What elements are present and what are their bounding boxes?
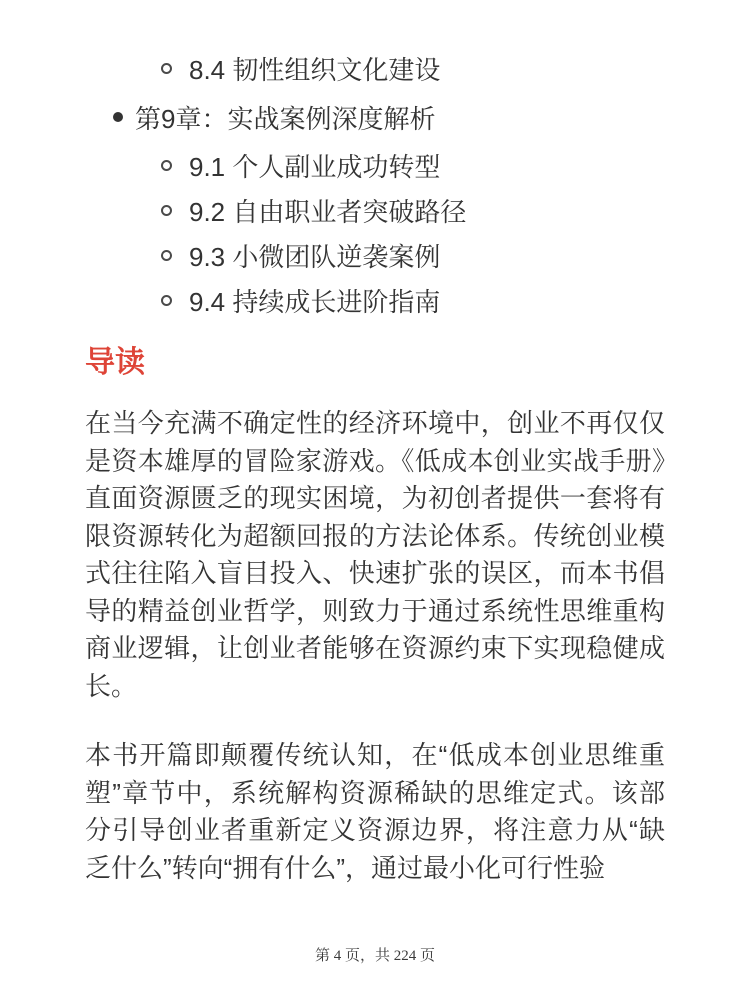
- toc-item: [85, 237, 665, 273]
- paragraph: 在当今充满不确定性的经济环境中，创业不再仅仅是资本雄厚的冒险家游戏。《低成本创业实战手册》直面资源匮乏的现实困境，为初创者提供一套将有限资源转化为超额回报的方法论体系。传统创业模式往往陷入盲目投入、快速扩张的误区，而本书倡导的精益创业哲学，则致力于通过系统性思维重构商业逻辑，让创业者能够在资源约束下实现稳健成长。: [85, 408, 665, 701]
- toc-item-label: 9.4 持续成长进阶指南: [189, 286, 441, 317]
- section-heading: 导读: [85, 346, 145, 379]
- toc-item-label: 9.1 个人副业成功转型: [189, 151, 441, 182]
- table-of-contents: [85, 50, 665, 318]
- paragraph: 本书开篇即颠覆传统认知，在“低成本创业思维重塑”章节中，系统解构资源稀缺的思维定式。该部分引导创业者重新定义资源边界，将注意力从“缺乏什么”转向“拥有什么”，通过最小化可行性验: [85, 740, 665, 883]
- toc-item-label: 第9章：实战案例深度解析: [135, 103, 436, 134]
- toc-item-label: 9.2 自由职业者突破路径: [189, 196, 467, 227]
- bullet-circle-icon: [161, 205, 172, 216]
- page-content: [85, 0, 665, 887]
- bullet-circle-icon: [161, 63, 172, 74]
- toc-item: [85, 282, 665, 318]
- toc-item-label: 9.3 小微团队逆袭案例: [189, 241, 441, 272]
- toc-item: [85, 192, 665, 228]
- bullet-circle-icon: [161, 160, 172, 171]
- bullet-circle-icon: [161, 250, 172, 261]
- bullet-disc-icon: [113, 112, 123, 122]
- toc-item: [85, 50, 665, 86]
- toc-item-label: 8.4 韧性组织文化建设: [189, 54, 441, 85]
- bullet-circle-icon: [161, 295, 172, 306]
- toc-item: [85, 99, 665, 135]
- toc-item: [85, 147, 665, 183]
- page-indicator: 第 4 页，共 224 页: [314, 948, 435, 964]
